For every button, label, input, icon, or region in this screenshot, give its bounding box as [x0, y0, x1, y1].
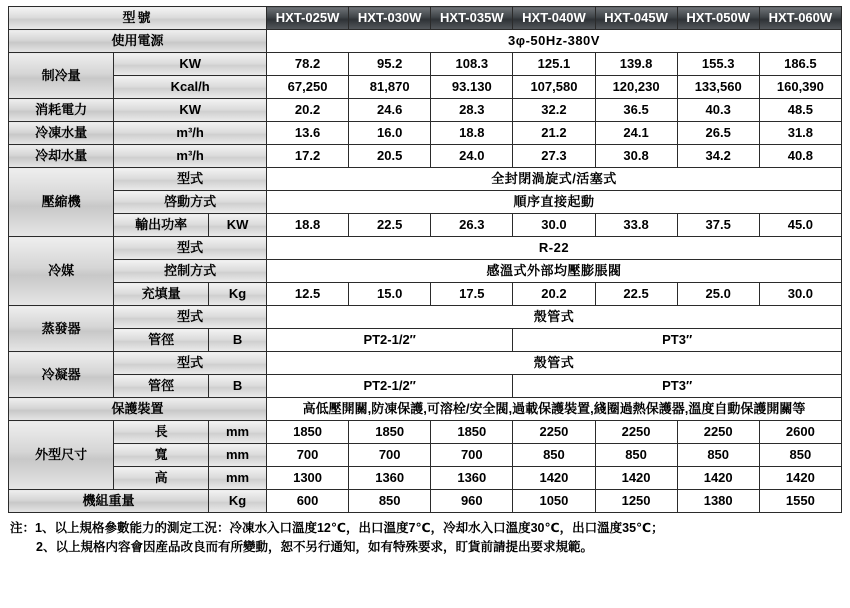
- row-value-compressor-type: 全封閉渦旋式/活塞式: [267, 168, 842, 191]
- cell-value: 24.1: [595, 122, 677, 145]
- row-unit-cooling-water-flow: m³/h: [114, 145, 267, 168]
- row-label-power-supply: 使用電源: [9, 30, 267, 53]
- cell-value: 18.8: [431, 122, 513, 145]
- table-row: [9, 490, 842, 513]
- cell-value: 24.0: [431, 145, 513, 168]
- row-label-power-consumption: 消耗電力: [9, 99, 114, 122]
- row-label-refrigerant: 冷媒: [9, 237, 114, 306]
- row-sublabel-condenser-pipe: 管徑: [114, 375, 209, 398]
- cell-value: 1300: [267, 467, 349, 490]
- table-row: [9, 122, 842, 145]
- cell-value: 95.2: [349, 53, 431, 76]
- row-label-cooling-water-flow: 冷却水量: [9, 145, 114, 168]
- row-value-evaporator-type: 殼管式: [267, 306, 842, 329]
- row-label-evaporator: 蒸發器: [9, 306, 114, 352]
- table-row: [9, 237, 842, 260]
- cell-value: 13.6: [267, 122, 349, 145]
- row-unit-condenser-pipe: B: [209, 375, 267, 398]
- cell-value: 1250: [595, 490, 677, 513]
- model-header-6: HXT-060W: [759, 7, 841, 30]
- row-unit-cooling-capacity-kw: KW: [114, 53, 267, 76]
- table-row: [9, 145, 842, 168]
- row-unit-evaporator-pipe: B: [209, 329, 267, 352]
- cell-value: 32.2: [513, 99, 595, 122]
- cell-value: 850: [349, 490, 431, 513]
- row-label-chilled-water-flow: 冷凍水量: [9, 122, 114, 145]
- cell-value: 1420: [513, 467, 595, 490]
- table-row: [9, 375, 842, 398]
- table-row: [9, 30, 842, 53]
- cell-value: 93.130: [431, 76, 513, 99]
- cell-value: 34.2: [677, 145, 759, 168]
- row-sublabel-height: 高: [114, 467, 209, 490]
- cell-value: 78.2: [267, 53, 349, 76]
- row-unit-unit-weight: Kg: [209, 490, 267, 513]
- cell-value: 18.8: [267, 214, 349, 237]
- cell-value: 15.0: [349, 283, 431, 306]
- row-sublabel-refrigerant-control: 控制方式: [114, 260, 267, 283]
- row-unit-length: mm: [209, 421, 267, 444]
- cell-value: 1550: [759, 490, 841, 513]
- row-label-condenser: 冷凝器: [9, 352, 114, 398]
- cell-value-left: PT2-1/2″: [267, 329, 513, 352]
- row-value-compressor-start: 順序直接起動: [267, 191, 842, 214]
- cell-value: 1420: [595, 467, 677, 490]
- cell-value: 1420: [759, 467, 841, 490]
- row-unit-refrigerant-charge: Kg: [209, 283, 267, 306]
- row-unit-height: mm: [209, 467, 267, 490]
- cell-value: 30.8: [595, 145, 677, 168]
- cell-value: 2250: [595, 421, 677, 444]
- cell-value: 2250: [677, 421, 759, 444]
- cell-value: 20.5: [349, 145, 431, 168]
- row-sublabel-compressor-type: 型式: [114, 168, 267, 191]
- row-label-unit-weight: 機組重量: [9, 490, 209, 513]
- row-unit-chilled-water-flow: m³/h: [114, 122, 267, 145]
- table-header-row: [9, 7, 842, 30]
- table-row: [9, 53, 842, 76]
- cell-value: 37.5: [677, 214, 759, 237]
- table-row: [9, 329, 842, 352]
- table-title: 型號: [9, 7, 267, 30]
- row-sublabel-length: 長: [114, 421, 209, 444]
- row-sublabel-refrigerant-charge: 充填量: [114, 283, 209, 306]
- cell-value: 700: [267, 444, 349, 467]
- row-value-condenser-type: 殼管式: [267, 352, 842, 375]
- cell-value: 1850: [349, 421, 431, 444]
- cell-value: 960: [431, 490, 513, 513]
- cell-value: 21.2: [513, 122, 595, 145]
- cell-value-right: PT3″: [513, 375, 842, 398]
- cell-value: 22.5: [595, 283, 677, 306]
- table-row: [9, 352, 842, 375]
- row-label-dimensions: 外型尺寸: [9, 421, 114, 490]
- cell-value: 48.5: [759, 99, 841, 122]
- table-row: [9, 76, 842, 99]
- row-sublabel-width: 寬: [114, 444, 209, 467]
- cell-value: 28.3: [431, 99, 513, 122]
- row-unit-compressor-output: KW: [209, 214, 267, 237]
- cell-value: 20.2: [513, 283, 595, 306]
- cell-value: 45.0: [759, 214, 841, 237]
- cell-value: 30.0: [759, 283, 841, 306]
- table-row: [9, 214, 842, 237]
- cell-value: 33.8: [595, 214, 677, 237]
- cell-value: 22.5: [349, 214, 431, 237]
- table-row: [9, 444, 842, 467]
- model-header-1: HXT-030W: [349, 7, 431, 30]
- model-header-5: HXT-050W: [677, 7, 759, 30]
- row-value-refrigerant-type: R-22: [267, 237, 842, 260]
- cell-value: 139.8: [595, 53, 677, 76]
- cell-value: 125.1: [513, 53, 595, 76]
- row-unit-power-consumption: KW: [114, 99, 267, 122]
- table-row: [9, 398, 842, 421]
- cell-value: 600: [267, 490, 349, 513]
- cell-value: 850: [595, 444, 677, 467]
- cell-value: 2250: [513, 421, 595, 444]
- row-value-refrigerant-control: 感溫式外部均壓膨脹閥: [267, 260, 842, 283]
- row-sublabel-compressor-start: 啓動方式: [114, 191, 267, 214]
- table-row: [9, 421, 842, 444]
- row-value-protection-devices: 高低壓開關,防凍保護,可溶栓/安全閥,過載保護裝置,綫圈過熱保護器,溫度自動保護開關等: [267, 398, 842, 421]
- footnote-line-2: 2、以上規格内容會因産品改良而有所變動，恕不另行通知，如有特殊要求，盯貨前請提出要求規範。: [36, 540, 593, 555]
- cell-value: 2600: [759, 421, 841, 444]
- cell-value: 24.6: [349, 99, 431, 122]
- cell-value: 108.3: [431, 53, 513, 76]
- cell-value: 40.8: [759, 145, 841, 168]
- cell-value: 850: [513, 444, 595, 467]
- cell-value: 17.2: [267, 145, 349, 168]
- cell-value: 20.2: [267, 99, 349, 122]
- cell-value: 40.3: [677, 99, 759, 122]
- cell-value-right: PT3″: [513, 329, 842, 352]
- cell-value: 1050: [513, 490, 595, 513]
- cell-value: 31.8: [759, 122, 841, 145]
- cell-value: 850: [677, 444, 759, 467]
- cell-value: 36.5: [595, 99, 677, 122]
- cell-value: 1360: [431, 467, 513, 490]
- table-row: [9, 283, 842, 306]
- cell-value: 1850: [267, 421, 349, 444]
- table-row: [9, 260, 842, 283]
- row-sublabel-condenser-type: 型式: [114, 352, 267, 375]
- row-label-cooling-capacity: 制冷量: [9, 53, 114, 99]
- cell-value: 1850: [431, 421, 513, 444]
- row-label-protection-devices: 保護裝置: [9, 398, 267, 421]
- cell-value: 107,580: [513, 76, 595, 99]
- row-label-compressor: 壓縮機: [9, 168, 114, 237]
- footnote-line-1: 注：1、以上規格參數能力的測定工況：冷凍水入口溫度12℃，出口溫度7℃，冷却水入口溫度30℃，出口溫度35℃；: [10, 521, 664, 535]
- model-header-4: HXT-045W: [595, 7, 677, 30]
- model-header-3: HXT-040W: [513, 7, 595, 30]
- cell-value: 12.5: [267, 283, 349, 306]
- row-sublabel-evaporator-type: 型式: [114, 306, 267, 329]
- cell-value: 133,560: [677, 76, 759, 99]
- cell-value: 155.3: [677, 53, 759, 76]
- cell-value: 26.3: [431, 214, 513, 237]
- row-sublabel-refrigerant-type: 型式: [114, 237, 267, 260]
- cell-value: 120,230: [595, 76, 677, 99]
- model-header-0: HXT-025W: [267, 7, 349, 30]
- table-row: [9, 306, 842, 329]
- footnotes: [8, 519, 842, 558]
- cell-value: 700: [431, 444, 513, 467]
- table-row: [9, 99, 842, 122]
- cell-value: 1380: [677, 490, 759, 513]
- cell-value: 186.5: [759, 53, 841, 76]
- row-unit-width: mm: [209, 444, 267, 467]
- cell-value-left: PT2-1/2″: [267, 375, 513, 398]
- cell-value: 1360: [349, 467, 431, 490]
- cell-value: 1420: [677, 467, 759, 490]
- cell-value: 16.0: [349, 122, 431, 145]
- cell-value: 26.5: [677, 122, 759, 145]
- table-row: [9, 168, 842, 191]
- row-value-power-supply: 3φ-50Hz-380V: [267, 30, 842, 53]
- table-row: [9, 191, 842, 214]
- cell-value: 700: [349, 444, 431, 467]
- cell-value: 30.0: [513, 214, 595, 237]
- cell-value: 67,250: [267, 76, 349, 99]
- cell-value: 160,390: [759, 76, 841, 99]
- cell-value: 25.0: [677, 283, 759, 306]
- model-header-2: HXT-035W: [431, 7, 513, 30]
- row-unit-cooling-capacity-kcal: Kcal/h: [114, 76, 267, 99]
- cell-value: 27.3: [513, 145, 595, 168]
- cell-value: 17.5: [431, 283, 513, 306]
- cell-value: 81,870: [349, 76, 431, 99]
- specification-table: [8, 6, 842, 513]
- row-sublabel-evaporator-pipe: 管徑: [114, 329, 209, 352]
- cell-value: 850: [759, 444, 841, 467]
- table-row: [9, 467, 842, 490]
- row-sublabel-compressor-output: 輸出功率: [114, 214, 209, 237]
